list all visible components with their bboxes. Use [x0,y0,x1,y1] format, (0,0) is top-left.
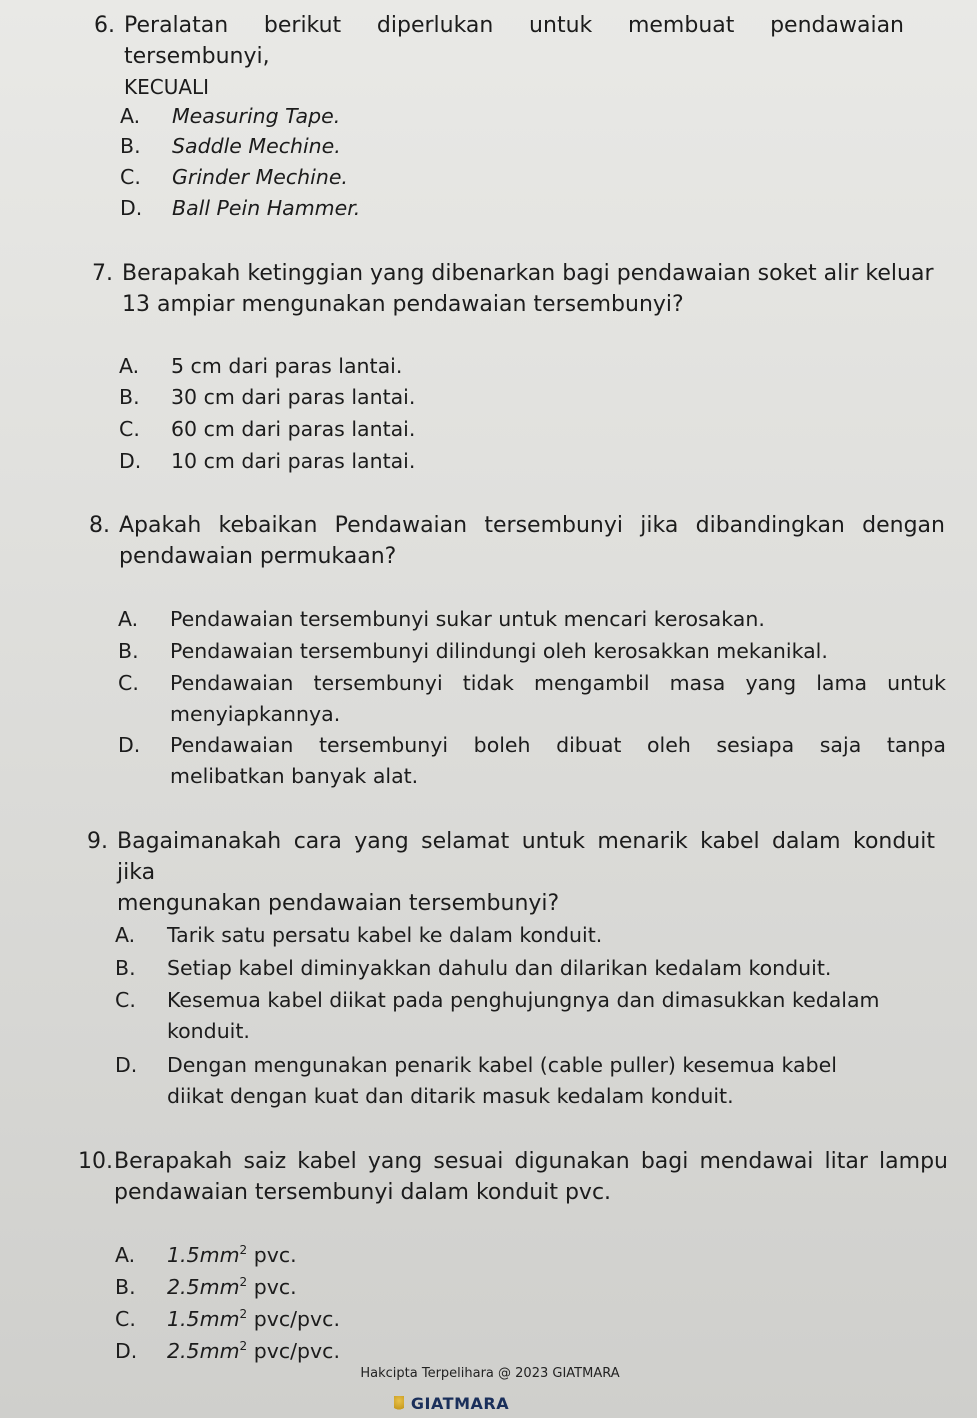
option-text: Ball Pein Hammer. [172,196,361,220]
question-7 [92,258,936,320]
option-letter: A. [119,354,140,378]
option-text: 10 cm dari paras lantai. [171,449,416,473]
question-text-line: 13 ampiar mengunakan pendawaian tersembunyi? [122,292,684,317]
option-letter: C. [120,165,141,189]
option-9a [115,920,603,951]
option-7b [119,382,416,413]
option-suffix: pvc. [247,1275,297,1299]
option-text: 30 cm dari paras lantai. [171,385,416,409]
option-letter: A. [115,1243,136,1267]
option-7a [119,351,403,382]
option-suffix: pvc. [247,1243,297,1267]
option-text-line: Dengan mengunakan penarik kabel (cable puller) kesemua kabel [167,1053,837,1077]
option-letter: D. [119,449,142,473]
question-9 [87,826,935,919]
option-size: 1.5mm [167,1307,240,1331]
question-text-line: Apakah kebaikan Pendawaian tersembunyi jika dibandingkan dengan [119,513,945,538]
option-8d [118,730,946,792]
option-suffix: pvc/pvc. [247,1339,340,1363]
option-7d [119,446,416,477]
option-letter: C. [115,1307,136,1331]
logo-text: GIATMARA [410,1394,510,1413]
option-text: Measuring Tape. [172,104,341,128]
option-6c [120,162,348,193]
question-number: 8. [89,513,110,538]
option-text-line: diikat dengan kuat dan ditarik masuk kedalam konduit. [167,1084,734,1108]
option-size: 2.5mm [167,1339,240,1363]
option-text-line: Kesemua kabel diikat pada penghujungnya dan dimasukkan kedalam [167,988,880,1012]
question-text-line: pendawaian tersembunyi dalam konduit pvc. [114,1180,612,1205]
option-6a [120,101,341,132]
option-text-line: konduit. [167,1019,250,1043]
option-text: Grinder Mechine. [172,165,348,189]
option-letter: B. [115,956,136,980]
question-text-line: mengunakan pendawaian tersembunyi? [117,891,560,916]
option-text-line: Pendawaian tersembunyi tidak mengambil masa yang lama untuk [170,671,946,695]
option-size: 2.5mm [167,1275,240,1299]
option-letter: D. [118,733,141,757]
option-letter: D. [120,196,143,220]
option-text-line: melibatkan banyak alat. [170,764,419,788]
option-text-line: menyiapkannya. [170,702,341,726]
question-text-line: Berapakah ketinggian yang dibenarkan bagi pendawaian soket alir keluar [122,261,934,286]
option-8a [118,604,765,635]
option-text: Tarik satu persatu kabel ke dalam konduit. [167,923,603,947]
option-10d [115,1336,340,1367]
question-number: 9. [87,829,108,854]
question-text-line: Bagaimanakah cara yang selamat untuk menarik kabel dalam konduit jika [117,829,935,885]
option-letter: A. [115,923,136,947]
option-letter: C. [118,671,139,695]
option-9c [115,985,880,1047]
question-number: 6. [94,13,115,38]
option-exponent: 2 [239,1307,248,1321]
option-10b [115,1272,297,1303]
option-letter: D. [115,1053,138,1077]
option-letter: A. [118,607,139,631]
option-text-line: Pendawaian tersembunyi boleh dibuat oleh sesiapa saja tanpa [170,733,946,757]
copyright-notice: Hakcipta Terpelihara @ 2023 GIATMARA [360,1366,620,1381]
option-10a [115,1240,297,1271]
option-letter: C. [115,988,136,1012]
question-number: 10. [78,1149,113,1174]
question-text-line: Peralatan berikut diperlukan untuk membuat pendawaian tersembunyi, [124,13,904,69]
logo-emblem-icon [394,1396,404,1412]
question-text-line: KECUALI [124,75,210,99]
option-text: 5 cm dari paras lantai. [171,354,403,378]
option-suffix: pvc/pvc. [247,1307,340,1331]
option-text: Pendawaian tersembunyi sukar untuk mencari kerosakan. [170,607,765,631]
option-10c [115,1304,340,1335]
option-text: Pendawaian tersembunyi dilindungi oleh kerosakkan mekanikal. [170,639,828,663]
option-letter: D. [115,1339,138,1363]
option-exponent: 2 [239,1339,248,1353]
option-6d [120,193,361,224]
option-exponent: 2 [239,1243,248,1257]
option-exponent: 2 [239,1275,248,1289]
option-text: 60 cm dari paras lantai. [171,417,416,441]
option-size: 1.5mm [167,1243,240,1267]
option-text: Setiap kabel diminyakkan dahulu dan dilarikan kedalam konduit. [167,956,832,980]
question-8 [89,510,945,572]
option-letter: B. [115,1275,136,1299]
option-letter: C. [119,417,140,441]
option-9b [115,953,832,984]
option-letter: B. [118,639,139,663]
question-text-line: Berapakah saiz kabel yang sesuai digunakan bagi mendawai litar lampu [114,1149,948,1174]
option-9d [115,1050,837,1112]
option-7c [119,414,416,445]
option-letter: B. [119,385,140,409]
question-10 [78,1146,948,1208]
question-number: 7. [92,261,113,286]
option-text: Saddle Mechine. [172,134,341,158]
giatmara-logo [400,1394,520,1416]
option-letter: B. [120,134,141,158]
question-text-line: pendawaian permukaan? [119,544,397,569]
question-6 [94,10,904,103]
option-6b [120,131,341,162]
option-8b [118,636,828,667]
option-8c [118,668,946,730]
option-letter: A. [120,104,141,128]
